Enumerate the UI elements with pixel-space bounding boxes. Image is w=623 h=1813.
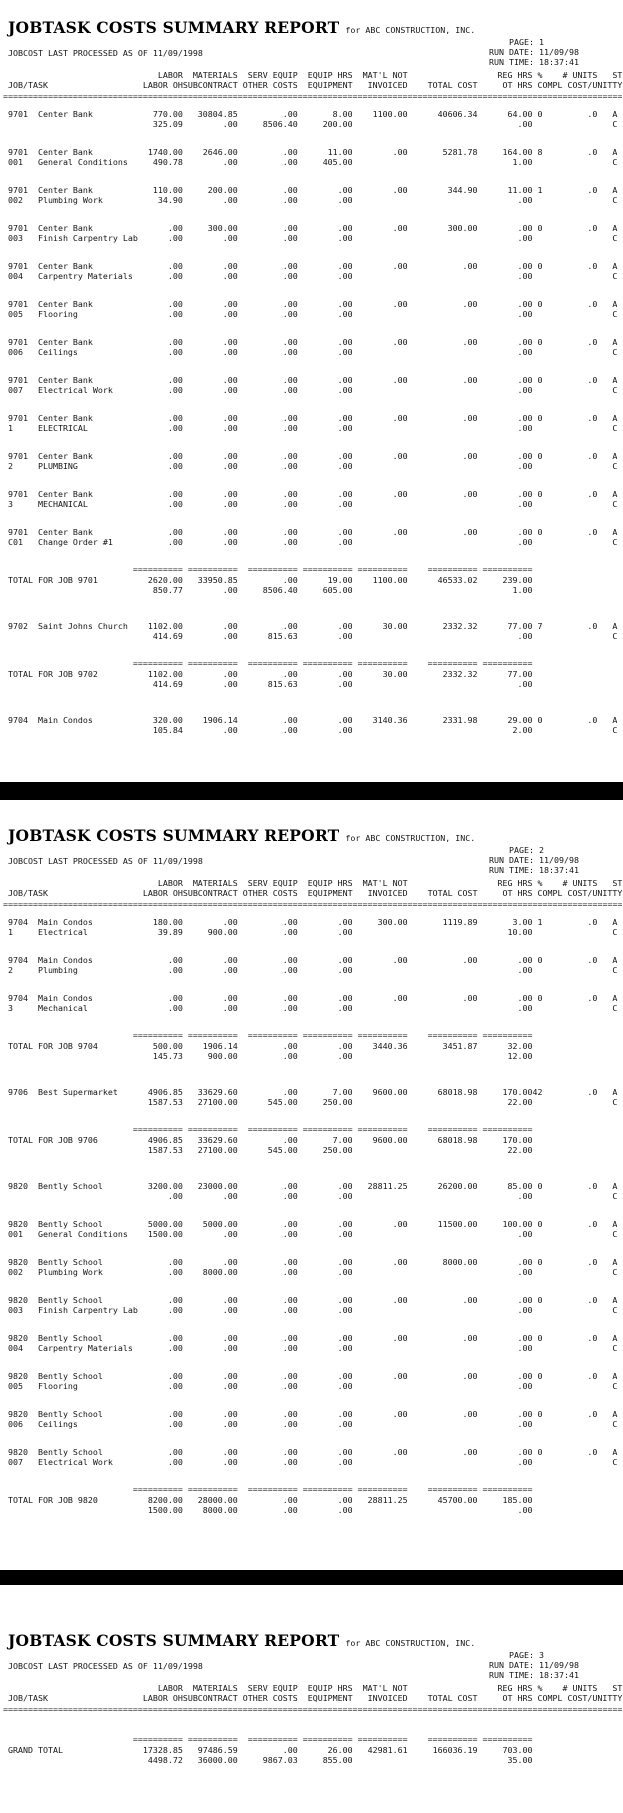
- row-line-1: 9701 Center Bank 1740.00 2646.00 .00 11.00 .00 5281.78 164.00 8 .0 A: [3, 146, 618, 157]
- table-row: [0, 1257, 623, 1278]
- header-rule: ============================================================================================================================: [3, 90, 623, 101]
- page-number: 2: [539, 845, 544, 855]
- table-row: [0, 917, 623, 938]
- run-date-value: 11/09/98: [539, 47, 579, 57]
- run-time-label: RUN TIME:: [489, 865, 534, 875]
- job-total-row: [0, 1125, 623, 1156]
- row-line-1: 9701 Center Bank 770.00 30804.85 .00 8.00 1100.00 40606.34 64.00 0 .0 A: [3, 108, 618, 119]
- column-header-line-2: JOB/TASK LABOR OHSUBCONTRACT OTHER COSTS EQUIPMENT INVOICED TOTAL COST OT HRS COMPL COST/UNITTY: [3, 1693, 623, 1703]
- row-line-2: 001 General Conditions 1500.00 .00 .00 .00 .00 C: [3, 1229, 618, 1239]
- total-line-1: GRAND TOTAL 17328.85 97486.59 .00 26.00 42981.61 166036.19 703.00: [3, 1744, 533, 1755]
- row-line-1: 9820 Bently School 3200.00 23000.00 .00 .00 28811.25 26200.00 85.00 0 .0 A: [3, 1180, 618, 1191]
- total-line-2: 145.73 900.00 .00 .00 12.00: [3, 1051, 533, 1061]
- row-line-2: C01 Change Order #1 .00 .00 .00 .00 .00 C: [3, 537, 618, 547]
- table-row: [0, 185, 623, 206]
- company-name: for ABC CONSTRUCTION, INC.: [345, 25, 476, 35]
- table-row: [0, 109, 623, 130]
- table-row: [0, 147, 623, 168]
- row-line-2: 007 Electrical Work .00 .00 .00 .00 .00 C: [3, 1457, 618, 1467]
- table-row: [0, 1295, 623, 1316]
- title-row: [0, 1631, 623, 1648]
- row-line-2: 2 Plumbing .00 .00 .00 .00 .00 C: [3, 965, 618, 975]
- row-line-1: 9706 Best Supermarket 4906.85 33629.60 .00 7.00 9600.00 68018.98 170.0042 .0 A: [3, 1086, 618, 1097]
- run-time-label: RUN TIME:: [489, 1670, 534, 1680]
- table-row: [0, 413, 623, 434]
- column-headers: [0, 1683, 623, 1704]
- row-line-2: 005 Flooring .00 .00 .00 .00 .00 C: [3, 1381, 618, 1391]
- row-line-1: 9701 Center Bank .00 .00 .00 .00 .00 .00 .00 0 .0 A: [3, 298, 618, 309]
- column-headers: [0, 70, 623, 91]
- column-header-line-1: LABOR MATERIALS SERV EQUIP EQUIP HRS MAT'L NOT REG HRS % # UNITS ST: [3, 877, 623, 888]
- total-separator: ========== ========== ========== ========== ========== ========== ==========: [3, 1029, 533, 1040]
- company-name: for ABC CONSTRUCTION, INC.: [345, 833, 476, 843]
- report-page-1: [0, 0, 623, 782]
- row-line-1: 9701 Center Bank .00 .00 .00 .00 .00 .00 .00 0 .0 A: [3, 260, 618, 271]
- page-label: PAGE:: [509, 1650, 534, 1660]
- run-date-label: RUN DATE:: [489, 47, 534, 57]
- row-line-2: 1 Electrical 39.89 900.00 .00 .00 10.00 C: [3, 927, 618, 937]
- row-line-1: 9820 Bently School 5000.00 5000.00 .00 .00 .00 11500.00 100.00 0 .0 A: [3, 1218, 618, 1229]
- page-header: [0, 18, 623, 100]
- row-line-2: 002 Plumbing Work .00 8000.00 .00 .00 .00 C: [3, 1267, 618, 1277]
- table-body: [0, 1735, 623, 1766]
- column-header-line-2: JOB/TASK LABOR OHSUBCONTRACT OTHER COSTS EQUIPMENT INVOICED TOTAL COST OT HRS COMPL COST/UNITTY: [3, 888, 623, 898]
- total-line-1: TOTAL FOR JOB 9702 1102.00 .00 .00 .00 30.00 2332.32 77.00: [3, 668, 533, 679]
- row-line-2: 2 PLUMBING .00 .00 .00 .00 .00 C: [3, 461, 618, 471]
- page-separator-bar: [0, 782, 623, 800]
- run-date-label: RUN DATE:: [489, 1660, 534, 1670]
- table-row: [0, 1087, 623, 1108]
- row-line-2: 1 ELECTRICAL .00 .00 .00 .00 .00 C: [3, 423, 618, 433]
- total-line-2: 414.69 .00 815.63 .00 .00: [3, 679, 533, 689]
- page-separator-bar: [0, 1570, 623, 1585]
- title-row: [0, 826, 623, 843]
- run-date-value: 11/09/98: [539, 1660, 579, 1670]
- row-line-1: 9701 Center Bank .00 .00 .00 .00 .00 .00 .00 0 .0 A: [3, 336, 618, 347]
- total-line-1: TOTAL FOR JOB 9704 500.00 1906.14 .00 .00 3440.36 3451.87 32.00: [3, 1040, 533, 1051]
- run-date-label: RUN DATE:: [489, 855, 534, 865]
- column-header-line-2: JOB/TASK LABOR OHSUBCONTRACT OTHER COSTS EQUIPMENT INVOICED TOTAL COST OT HRS COMPL COST/UNITTY: [3, 80, 623, 90]
- page-number: 1: [539, 37, 544, 47]
- row-line-1: 9701 Center Bank .00 .00 .00 .00 .00 .00 .00 0 .0 A: [3, 450, 618, 461]
- row-line-2: 004 Carpentry Materials .00 .00 .00 .00 .00 C: [3, 271, 618, 281]
- row-line-1: 9704 Main Condos 180.00 .00 .00 .00 300.00 1119.89 3.00 1 .0 A: [3, 916, 618, 927]
- run-time-label: RUN TIME:: [489, 57, 534, 67]
- total-separator: ========== ========== ========== ========== ========== ========== ==========: [3, 563, 533, 574]
- row-line-2: 3 MECHANICAL .00 .00 .00 .00 .00 C: [3, 499, 618, 509]
- run-time-value: 18:37:41: [539, 1670, 579, 1680]
- page-label: PAGE:: [509, 845, 534, 855]
- total-separator: ========== ========== ========== ========== ========== ========== ==========: [3, 657, 533, 668]
- row-line-2: 001 General Conditions 490.78 .00 .00 405.00 1.00 C: [3, 157, 618, 167]
- table-row: [0, 1447, 623, 1468]
- row-line-2: .00 .00 .00 .00 .00 C: [3, 1191, 618, 1201]
- page-header: [0, 826, 623, 908]
- row-line-2: 007 Electrical Work .00 .00 .00 .00 .00 C: [3, 385, 618, 395]
- table-row: [0, 1371, 623, 1392]
- table-row: [0, 337, 623, 358]
- row-line-1: 9820 Bently School .00 .00 .00 .00 .00 .00 .00 0 .0 A: [3, 1408, 618, 1419]
- row-line-1: 9704 Main Condos 320.00 1906.14 .00 .00 3140.36 2331.98 29.00 0 .0 A: [3, 714, 618, 725]
- jobcost-processed-note: JOBCOST LAST PROCESSED AS OF 11/09/1998: [8, 48, 203, 58]
- page-meta: [489, 37, 579, 67]
- table-row: [0, 489, 623, 510]
- run-time-value: 18:37:41: [539, 57, 579, 67]
- total-line-2: 1587.53 27100.00 545.00 250.00 22.00: [3, 1145, 533, 1155]
- table-row: [0, 715, 623, 736]
- page-label: PAGE:: [509, 37, 534, 47]
- table-body: [0, 109, 623, 736]
- page-meta: [489, 1650, 579, 1680]
- table-row: [0, 223, 623, 244]
- total-line-2: 4498.72 36000.00 9867.03 855.00 35.00: [3, 1755, 533, 1765]
- job-total-row: [0, 1485, 623, 1516]
- report-title: JOBTASK COSTS SUMMARY REPORT: [8, 1631, 340, 1650]
- header-rule: ============================================================================================================================: [3, 1703, 623, 1714]
- column-header-line-1: LABOR MATERIALS SERV EQUIP EQUIP HRS MAT'L NOT REG HRS % # UNITS ST: [3, 1682, 623, 1693]
- total-line-2: 1500.00 8000.00 .00 .00 .00: [3, 1505, 533, 1515]
- run-date-value: 11/09/98: [539, 855, 579, 865]
- total-separator: ========== ========== ========== ========== ========== ========== ==========: [3, 1733, 533, 1744]
- row-line-1: 9701 Center Bank .00 .00 .00 .00 .00 .00 .00 0 .0 A: [3, 488, 618, 499]
- row-line-2: 005 Flooring .00 .00 .00 .00 .00 C: [3, 309, 618, 319]
- row-line-2: 325.09 .00 8506.40 200.00 .00 C: [3, 119, 618, 129]
- table-row: [0, 1181, 623, 1202]
- total-separator: ========== ========== ========== ========== ========== ========== ==========: [3, 1123, 533, 1134]
- row-line-1: 9701 Center Bank .00 .00 .00 .00 .00 .00 .00 0 .0 A: [3, 374, 618, 385]
- row-line-1: 9704 Main Condos .00 .00 .00 .00 .00 .00 .00 0 .0 A: [3, 992, 618, 1003]
- table-row: [0, 451, 623, 472]
- job-total-row: [0, 1031, 623, 1062]
- row-line-1: 9820 Bently School .00 .00 .00 .00 .00 8000.00 .00 0 .0 A: [3, 1256, 618, 1267]
- jobcost-processed-note: JOBCOST LAST PROCESSED AS OF 11/09/1998: [8, 856, 203, 866]
- row-line-2: 002 Plumbing Work 34.90 .00 .00 .00 .00 C: [3, 195, 618, 205]
- report-page-3: [0, 1585, 623, 1813]
- table-row: [0, 1409, 623, 1430]
- row-line-2: 414.69 .00 815.63 .00 .00 C: [3, 631, 618, 641]
- row-line-2: 004 Carpentry Materials .00 .00 .00 .00 .00 C: [3, 1343, 618, 1353]
- total-line-1: TOTAL FOR JOB 9820 8200.00 28000.00 .00 .00 28811.25 45700.00 185.00: [3, 1494, 533, 1505]
- row-line-1: 9701 Center Bank .00 300.00 .00 .00 .00 300.00 .00 0 .0 A: [3, 222, 618, 233]
- row-line-2: 003 Finish Carpentry Lab .00 .00 .00 .00 .00 C: [3, 1305, 618, 1315]
- page-header: [0, 1631, 623, 1713]
- report-title: JOBTASK COSTS SUMMARY REPORT: [8, 826, 340, 845]
- table-row: [0, 955, 623, 976]
- row-line-2: 006 Ceilings .00 .00 .00 .00 .00 C: [3, 1419, 618, 1429]
- table-row: [0, 1219, 623, 1240]
- column-header-line-1: LABOR MATERIALS SERV EQUIP EQUIP HRS MAT'L NOT REG HRS % # UNITS ST: [3, 69, 623, 80]
- row-line-2: 105.84 .00 .00 .00 2.00 C: [3, 725, 618, 735]
- column-headers: [0, 878, 623, 899]
- row-line-1: 9702 Saint Johns Church 1102.00 .00 .00 .00 30.00 2332.32 77.00 7 .0 A: [3, 620, 618, 631]
- table-row: [0, 375, 623, 396]
- table-row: [0, 1333, 623, 1354]
- total-separator: ========== ========== ========== ========== ========== ========== ==========: [3, 1483, 533, 1494]
- row-line-2: 1587.53 27100.00 545.00 250.00 22.00 C: [3, 1097, 618, 1107]
- company-name: for ABC CONSTRUCTION, INC.: [345, 1638, 476, 1648]
- total-line-1: TOTAL FOR JOB 9701 2620.00 33950.85 .00 19.00 1100.00 46533.02 239.00: [3, 574, 533, 585]
- row-line-1: 9820 Bently School .00 .00 .00 .00 .00 .00 .00 0 .0 A: [3, 1332, 618, 1343]
- row-line-1: 9820 Bently School .00 .00 .00 .00 .00 .00 .00 0 .0 A: [3, 1370, 618, 1381]
- table-row: [0, 261, 623, 282]
- total-line-2: 850.77 .00 8506.40 605.00 1.00: [3, 585, 533, 595]
- row-line-1: 9701 Center Bank 110.00 200.00 .00 .00 .00 344.90 11.00 1 .0 A: [3, 184, 618, 195]
- table-row: [0, 993, 623, 1014]
- report-page-2: [0, 800, 623, 1570]
- job-total-row: [0, 565, 623, 596]
- job-total-row: [0, 659, 623, 690]
- header-rule: ============================================================================================================================: [3, 898, 623, 909]
- report-title: JOBTASK COSTS SUMMARY REPORT: [8, 18, 340, 37]
- row-line-1: 9704 Main Condos .00 .00 .00 .00 .00 .00 .00 0 .0 A: [3, 954, 618, 965]
- row-line-2: 003 Finish Carpentry Lab .00 .00 .00 .00 .00 C: [3, 233, 618, 243]
- row-line-1: 9820 Bently School .00 .00 .00 .00 .00 .00 .00 0 .0 A: [3, 1294, 618, 1305]
- table-row: [0, 299, 623, 320]
- table-body: [0, 917, 623, 1516]
- title-row: [0, 18, 623, 35]
- grand-total-row: [0, 1735, 623, 1766]
- row-line-2: 006 Ceilings .00 .00 .00 .00 .00 C: [3, 347, 618, 357]
- row-line-1: 9820 Bently School .00 .00 .00 .00 .00 .00 .00 0 .0 A: [3, 1446, 618, 1457]
- row-line-1: 9701 Center Bank .00 .00 .00 .00 .00 .00 .00 0 .0 A: [3, 412, 618, 423]
- row-line-2: 3 Mechanical .00 .00 .00 .00 .00 C: [3, 1003, 618, 1013]
- table-row: [0, 621, 623, 642]
- table-row: [0, 527, 623, 548]
- jobcost-processed-note: JOBCOST LAST PROCESSED AS OF 11/09/1998: [8, 1661, 203, 1671]
- row-line-1: 9701 Center Bank .00 .00 .00 .00 .00 .00 .00 0 .0 A: [3, 526, 618, 537]
- page-number: 3: [539, 1650, 544, 1660]
- total-line-1: TOTAL FOR JOB 9706 4906.85 33629.60 .00 7.00 9600.00 68018.98 170.00: [3, 1134, 533, 1145]
- page-meta: [489, 845, 579, 875]
- run-time-value: 18:37:41: [539, 865, 579, 875]
